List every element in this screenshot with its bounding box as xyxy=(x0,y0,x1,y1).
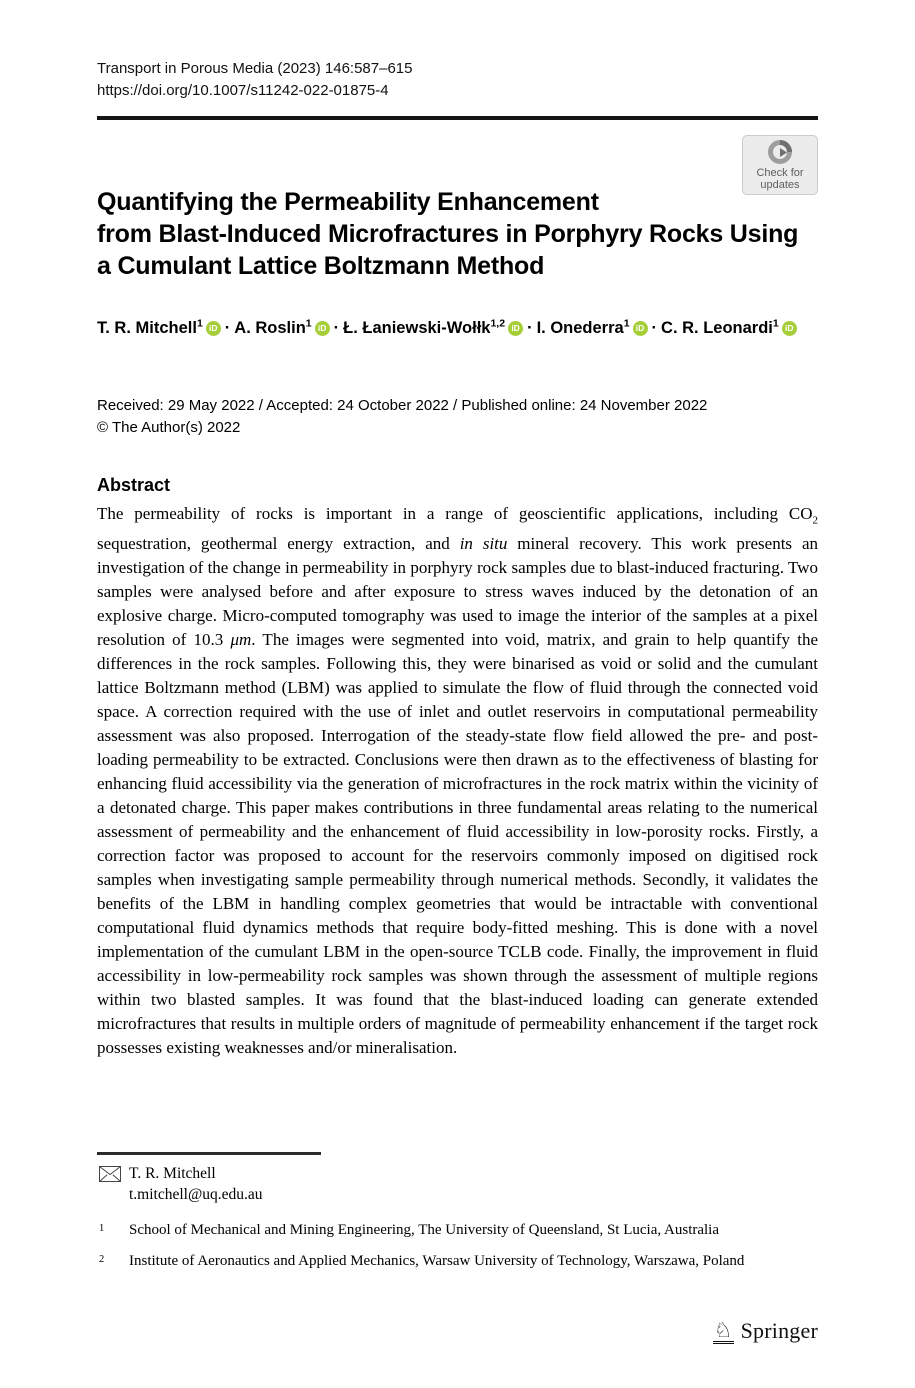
springer-logo xyxy=(713,1318,818,1344)
affiliation-2 xyxy=(99,1250,799,1273)
header-rule xyxy=(97,116,818,120)
journal-citation: Transport in Porous Media (2023) 146:587–615 xyxy=(97,60,413,77)
abstract-seg1: The permeability of rocks is important in a range of geoscientific applications, including CO xyxy=(97,504,813,523)
affiliation-text: Institute of Aeronautics and Applied Mechanics, Warsaw University of Technology, Warszawa, Poland xyxy=(129,1253,745,1269)
author-separator: · xyxy=(224,318,231,337)
abstract-seg4: . The images were segmented into void, matrix, and grain to help quantify the differences in the rock samples. Following this, they were binarised as void or solid and the cumulant lattice Boltzmann method (LBM) was applied to simulate the flow of fluid through the connected void space. A correction required with the use of inlet and outlet reservoirs in computational permeability assessment was also proposed. Interrogation of the steady-state flow field allowed the pre- and post-loading permeability to be extracted. Conclusions were then drawn as to the effectiveness of blasting for enhancing fluid accessibility via the generation of microfractures in the rock matrix within the vicinity of a detonated charge. This paper makes contributions in three fundamental areas relating to the numerical assessment of permeability and the enhancement of fluid accessibility in low-porosity rocks. Firstly, a correction factor was proposed to account for the reservoirs commonly imposed on digitised rock samples when investigating sample permeability through numerical methods. Secondly, it validates the benefits of the LBM in handling complex geometries that would be intractable with conventional computational fluid dynamics methods that require body-fitted meshing. This is done with a novel implementation of the cumulant LBM in the open-source TCLB code. Finally, the improvement in fluid accessibility in low-permeability rock samples was shown through the assessment of multiple regions within two blasted samples. It was found that the blast-induced loading can generate extended microfractures that results in multiple orders of magnitude of permeability enhancement if the target rock possesses existing weaknesses and/or mineralisation. xyxy=(97,630,818,1058)
crossmark-icon xyxy=(767,139,793,165)
affiliation-1 xyxy=(99,1219,799,1242)
abstract-italic2: μm xyxy=(230,630,252,650)
author xyxy=(234,319,329,337)
orcid-icon[interactable]: iD xyxy=(508,321,523,336)
badge-line1: Check for xyxy=(756,167,804,179)
title-line2: from Blast-Induced Microfractures in Porphyry Rocks Using xyxy=(97,220,799,248)
abstract-seg2: sequestration, geothermal energy extraction, and xyxy=(97,534,460,554)
title-line3: a Cumulant Lattice Boltzmann Method xyxy=(97,252,545,280)
badge-line2: updates xyxy=(760,179,800,191)
author-affil-sup: 1 xyxy=(772,317,779,329)
author xyxy=(343,319,523,337)
author-affil-sup: 1 xyxy=(623,317,630,329)
author-affil-sup: 1 xyxy=(196,317,203,329)
envelope-icon xyxy=(99,1166,121,1182)
abstract-seg3: mineral recovery. This work presents an investigation of the change in permeability in porphyry rock samples due to blast-induced fracturing. Two samples were analysed before and after exposure to stress waves induced by the detonation of an explosive charge. Micro-computed tomography was used to image the interior of the samples at a pixel resolution of 10.3 xyxy=(97,534,818,650)
author-name: T. R. Mitchell xyxy=(97,318,197,337)
orcid-icon[interactable]: iD xyxy=(633,321,648,336)
orcid-icon[interactable]: iD xyxy=(206,321,221,336)
author xyxy=(661,319,797,337)
corresponding-author-email[interactable]: t.mitchell@uq.edu.au xyxy=(129,1186,263,1203)
article-title xyxy=(97,186,837,282)
author-separator: · xyxy=(651,318,658,337)
author-affil-sup: 1 xyxy=(305,317,312,329)
affiliation-sup: 2 xyxy=(99,1254,105,1265)
footnote-rule xyxy=(97,1152,321,1155)
corresponding-author-name: T. R. Mitchell xyxy=(129,1165,216,1182)
author-affil-sup: 1,2 xyxy=(490,317,506,329)
doi-link[interactable]: https://doi.org/10.1007/s11242-022-01875-4 xyxy=(97,82,389,99)
orcid-icon[interactable]: iD xyxy=(782,321,797,336)
author-name: I. Onederra xyxy=(536,318,624,337)
springer-knight-icon: ♘ xyxy=(713,1317,733,1342)
article-meta xyxy=(97,395,818,439)
author xyxy=(97,319,221,337)
abstract-text xyxy=(97,502,818,1060)
copyright-line: © The Author(s) 2022 xyxy=(97,419,241,436)
history-dates: Received: 29 May 2022 / Accepted: 24 October 2022 / Published online: 24 November 2022 xyxy=(97,397,708,414)
journal-header xyxy=(97,58,818,102)
author xyxy=(537,319,648,337)
abstract-italic1: in situ xyxy=(459,534,508,554)
author-list xyxy=(97,310,818,342)
abstract-heading: Abstract xyxy=(97,475,171,495)
affiliation-text: School of Mechanical and Mining Engineering, The University of Queensland, St Lucia, Australia xyxy=(129,1222,720,1238)
author-separator: · xyxy=(333,318,340,337)
affiliation-sup: 1 xyxy=(99,1223,105,1234)
author-separator: · xyxy=(527,318,533,337)
author-name: A. Roslin xyxy=(234,318,306,337)
author-name: C. R. Leonardi xyxy=(661,318,773,337)
author-name: Ł. Łaniewski-Wołłk xyxy=(343,318,491,337)
abstract-subscript: 2 xyxy=(812,514,818,527)
orcid-icon[interactable]: iD xyxy=(315,321,330,336)
publisher-name: Springer xyxy=(740,1318,818,1343)
title-line1: Quantifying the Permeability Enhancement xyxy=(97,188,599,216)
correspondence-block xyxy=(99,1163,799,1205)
